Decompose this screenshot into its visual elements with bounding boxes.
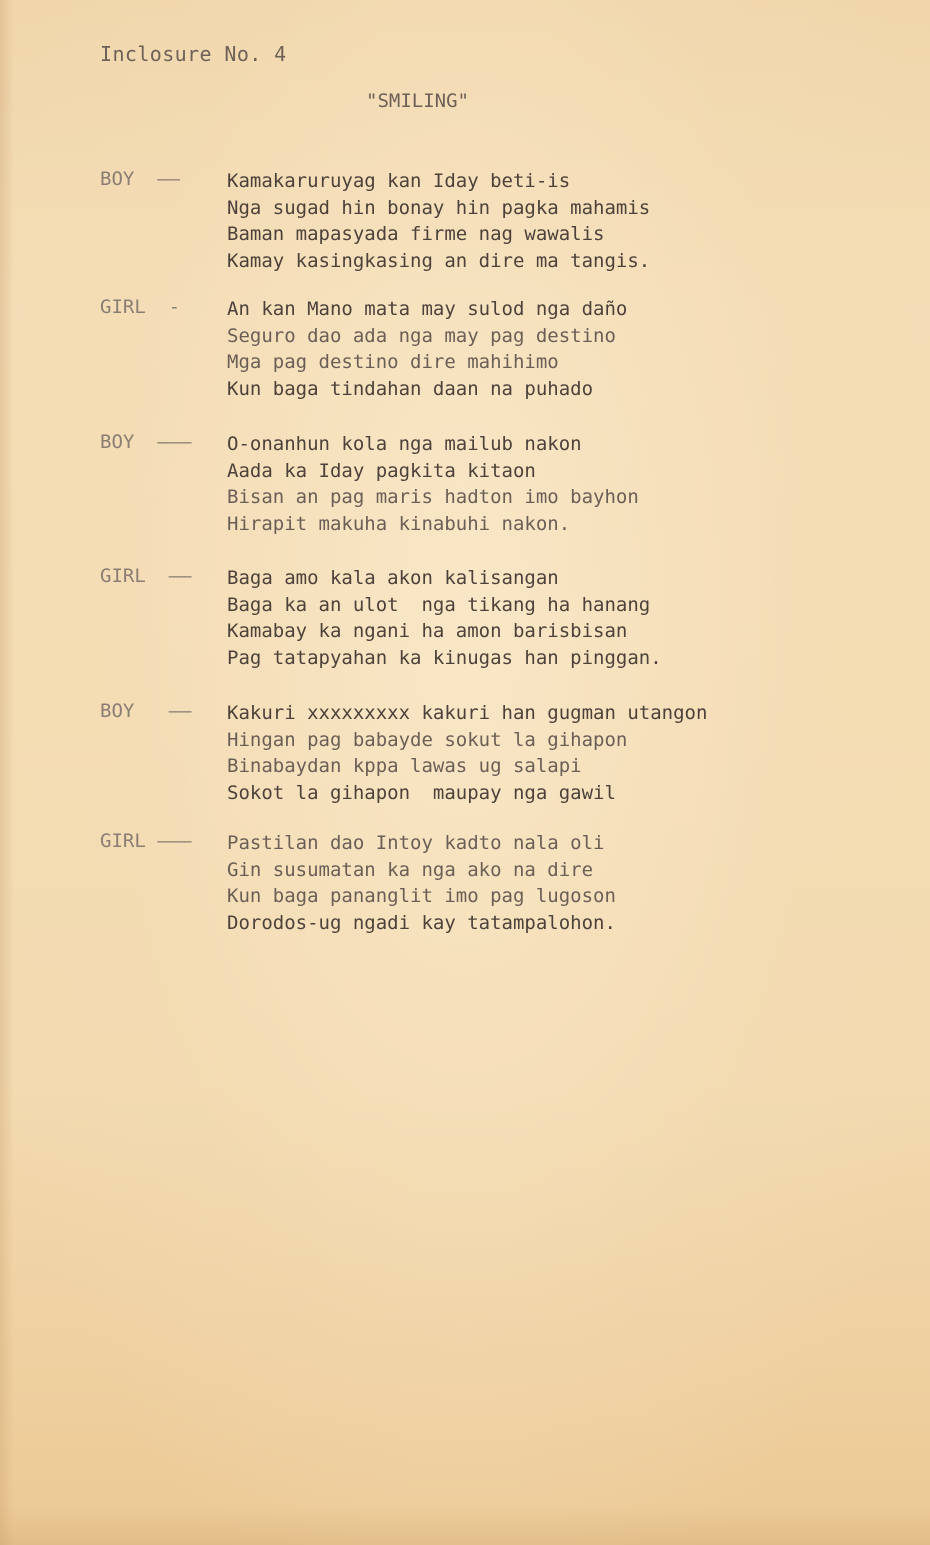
speaker-label: BOY ——	[100, 700, 192, 722]
verse-line: Baga ka an ulot nga tikang ha hanang	[227, 593, 651, 616]
inclosure-label: Inclosure No. 4	[100, 42, 287, 66]
speaker-label: GIRL ——	[100, 565, 192, 587]
verse-lines	[227, 168, 650, 274]
speaker-label: BOY ———	[100, 431, 192, 453]
verse-line: Baga amo kala akon kalisangan	[227, 567, 559, 589]
verse-line: An kan Mano mata may sulod nga daño	[227, 298, 628, 320]
speaker-label: BOY ——	[100, 168, 181, 190]
verse-line: Mga pag destino dire mahihimo	[227, 351, 559, 373]
paper-edge-shadow	[0, 0, 14, 1545]
verse-line: Pastilan dao Intoy kadto nala oli	[227, 832, 605, 854]
verse-lines	[227, 296, 627, 402]
verse-lines	[227, 700, 707, 806]
verse-line: Kamakaruruyag kan Iday beti-is	[227, 170, 571, 192]
verse-line: Bisan an pag maris hadton imo bayhon	[227, 486, 639, 508]
verse-line: Hingan pag babayde sokut la gihapon	[227, 728, 628, 751]
verse-line: Kakuri xxxxxxxxx kakuri han gugman utangon	[227, 702, 708, 724]
verse-line: Gin susumatan ka nga ako na dire	[227, 858, 594, 881]
verse-line: Baman mapasyada firme nag wawalis	[227, 223, 605, 245]
verse-line: Dorodos-ug ngadi kay tatampalohon.	[227, 911, 616, 934]
verse-line: Kun baga pananglit imo pag lugoson	[227, 885, 616, 907]
verse-line: Nga sugad hin bonay hin pagka mahamis	[227, 196, 651, 219]
paper-bottom-shadow	[0, 1505, 930, 1545]
verse-lines	[227, 431, 639, 537]
verse-lines	[227, 830, 616, 936]
verse-line: Kamabay ka ngani ha amon barisbisan	[227, 620, 628, 642]
verse-line: Seguro dao ada nga may pag destino	[227, 324, 616, 347]
verse-line: Hirapit makuha kinabuhi nakon.	[227, 512, 571, 535]
verse-line: O-onanhun kola nga mailub nakon	[227, 433, 582, 455]
verse-line: Binabaydan kppa lawas ug salapi	[227, 755, 582, 777]
verse-line: Kun baga tindahan daan na puhado	[227, 377, 594, 400]
verse-line: Aada ka Iday pagkita kitaon	[227, 459, 536, 482]
verse-line: Sokot la gihapon maupay nga gawil	[227, 781, 616, 804]
speaker-label: GIRL -	[100, 296, 181, 318]
verse-lines	[227, 565, 662, 671]
speaker-label: GIRL ———	[100, 830, 192, 852]
verse-line: Kamay kasingkasing an dire ma tangis.	[227, 249, 651, 272]
song-title: "SMILING"	[366, 90, 469, 112]
verse-line: Pag tatapyahan ka kinugas han pinggan.	[227, 646, 662, 669]
